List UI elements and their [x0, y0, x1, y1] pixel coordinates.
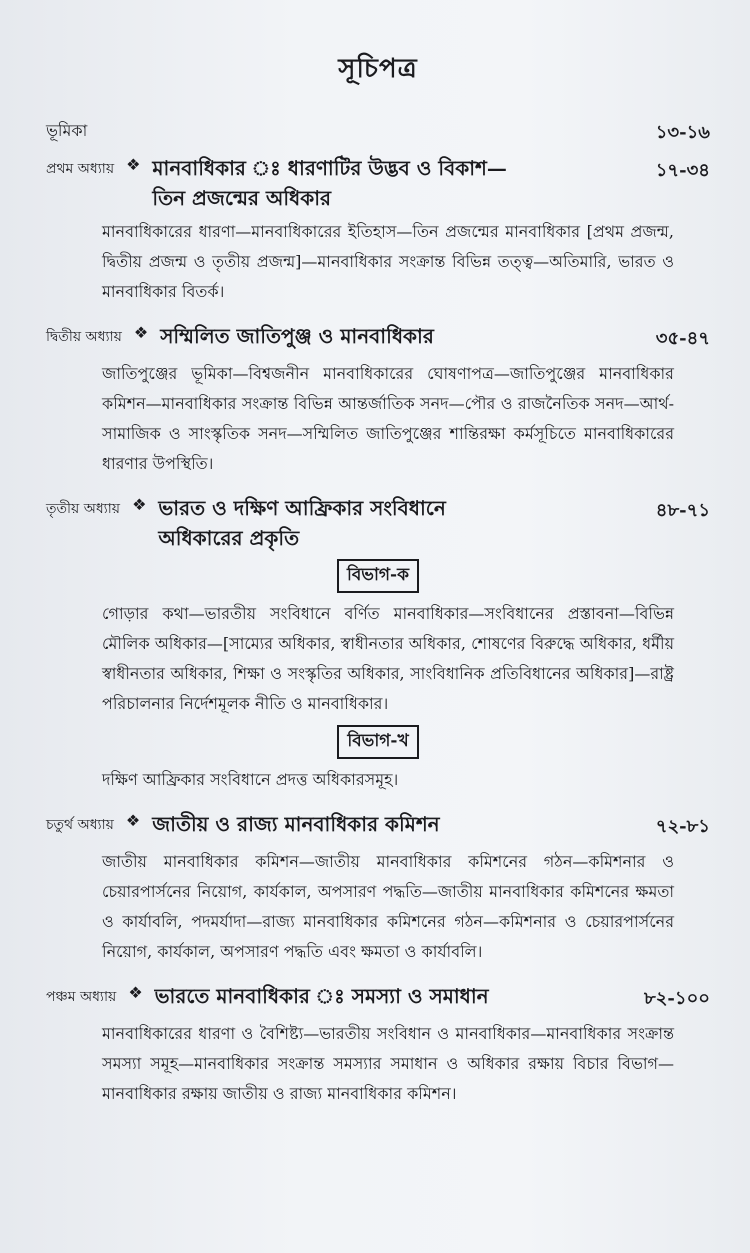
- chapter-description: মানবাধিকারের ধারণা—মানবাধিকারের ইতিহাস—তিন প্রজন্মের মানবাধিকার [প্রথম প্রজন্ম, দ্বিতীয় প্রজন্ম ও তৃতীয় প্রজন্ম]—মানবাধিকার সংক্রান্ত বিভিন্ন তত্ত্ব—অতিমারি, ভারত ও মানবাধিকার বিতর্ক।: [102, 222, 674, 301]
- chapter-label: দ্বিতীয় অধ্যায়: [46, 329, 122, 345]
- chapter-description: জাতীয় মানবাধিকার কমিশন—জাতীয় মানবাধিকার কমিশনের গঠন—কমিশনার ও চেয়ারপার্সনের নিয়োগ, কার্যকাল, অপসারণ পদ্ধতি—জাতীয় মানবাধিকার কমিশনের ক্ষমতা ও কার্যাবলি, পদমর্যাদা—রাজ্য মানবাধিকার কমিশনের গঠন—কমিশনার ও চেয়ারপার্সনের নিয়োগ, কার্যকাল, অপসারণ পদ্ধতি এবং ক্ষমতা ও কার্যাবলি।: [102, 852, 674, 961]
- chapter-label: প্রথম অধ্যায়: [46, 161, 115, 177]
- chapter-title-line1: ভারত ও দক্ষিণ আফ্রিকার সংবিধানে: [158, 496, 446, 520]
- chapter-label: পঞ্চম অধ্যায়: [46, 989, 117, 1005]
- bullet-icon: ❖: [132, 495, 147, 514]
- section-b-description: দক্ষিণ আফ্রিকার সংবিধানে প্রদত্ত অধিকারসমূহ।: [102, 770, 399, 789]
- chapter-description: জাতিপুঞ্জের ভূমিকা—বিশ্বজনীন মানবাধিকারের ঘোষণাপত্র—জাতিপুঞ্জের মানবাধিকার কমিশন—মানবাধিকার সংক্রান্ত বিভিন্ন আন্তর্জাতিক সনদ—পৌর ও রাজনৈতিক সনদ—আর্থ-সামাজিক ও সাংস্কৃতিক সনদ—সম্মিলিত জাতিপুঞ্জের শান্তিরক্ষা কর্মসূচিতে মানবাধিকারের ধারণার উপস্থিতি।: [102, 364, 674, 473]
- bullet-icon: ❖: [128, 983, 143, 1002]
- intro-label: ভূমিকা: [46, 121, 88, 140]
- chapter-title: [152, 153, 604, 213]
- chapter-description: মানবাধিকারের ধারণা ও বৈশিষ্ট্য—ভারতীয় সংবিধান ও মানবাধিকার—মানবাধিকার সংক্রান্ত সমস্যা সমূহ—মানবাধিকার সংক্রান্ত সমস্যার সমাধান ও অধিকার রক্ষায় বিচার বিভাগ—মানবাধিকার রক্ষায় জাতীয় ও রাজ্য মানবাধিকার কমিশন।: [102, 1024, 674, 1103]
- chapter-title-line1: ভারতে মানবাধিকার ঃ সমস্যা ও সমাধান: [154, 984, 489, 1008]
- chapter-title: [160, 321, 604, 351]
- bullet-icon: ❖: [125, 811, 141, 830]
- chapter-entry-2: [46, 321, 710, 479]
- chapter-title-line1: সম্মিলিত জাতিপুঞ্জ ও মানবাধিকার: [160, 324, 434, 348]
- chapter-pages: ৮২-১০০: [644, 988, 710, 1009]
- chapter-label: চতুর্থ অধ্যায়: [46, 817, 114, 833]
- chapter-title: [158, 493, 604, 553]
- chapter-title: [155, 981, 604, 1011]
- section-a-description: গোড়ার কথা—ভারতীয় সংবিধানে বর্ণিত মানবাধিকার—সংবিধানের প্রস্তাবনা—বিভিন্ন মৌলিক অধিকার—[সাম্যের অধিকার, স্বাধীনতার অধিকার, শোষণের বিরুদ্ধে অধিকার, ধর্মীয় স্বাধীনতার অধিকার, শিক্ষা ও সংস্কৃতির অধিকার, সাংবিধানিক প্রতিবিধানের অধিকার]—রাষ্ট্র পরিচালনার নির্দেশমূলক নীতি ও মানবাধিকার।: [102, 604, 674, 713]
- section-label-a: বিভাগ-ক: [337, 559, 419, 593]
- chapter-pages: ১৭-৩৪: [655, 160, 710, 181]
- intro-pages: ১৩-১৬: [655, 122, 710, 143]
- chapter-label: তৃতীয় অধ্যায়: [46, 501, 121, 517]
- chapter-title-line2: তিন প্রজন্মের অধিকার: [152, 186, 332, 210]
- chapter-title-line2: অধিকারের প্রকৃতি: [158, 526, 300, 550]
- chapter-pages: ৩৫-৪৭: [655, 328, 710, 349]
- bullet-icon: ❖: [133, 323, 149, 342]
- chapter-entry-4: [46, 809, 710, 967]
- chapter-title: [152, 809, 604, 839]
- section-label-b: বিভাগ-খ: [337, 725, 418, 759]
- chapter-entry-1: [46, 153, 710, 307]
- bullet-icon: ❖: [126, 155, 141, 174]
- chapter-title-line1: মানবাধিকার ঃ ধারণাটির উদ্ভব ও বিকাশ—: [152, 156, 507, 180]
- chapter-entry-3: [46, 493, 710, 795]
- chapter-entry-5: [46, 981, 710, 1109]
- chapter-pages: ৭২-৮১: [655, 816, 710, 837]
- chapter-pages: ৪৮-৭১: [655, 500, 710, 521]
- intro-entry: [46, 118, 710, 149]
- chapter-title-line1: জাতীয় ও রাজ্য মানবাধিকার কমিশন: [152, 812, 440, 836]
- page-title: সূচিপত্র: [338, 54, 418, 84]
